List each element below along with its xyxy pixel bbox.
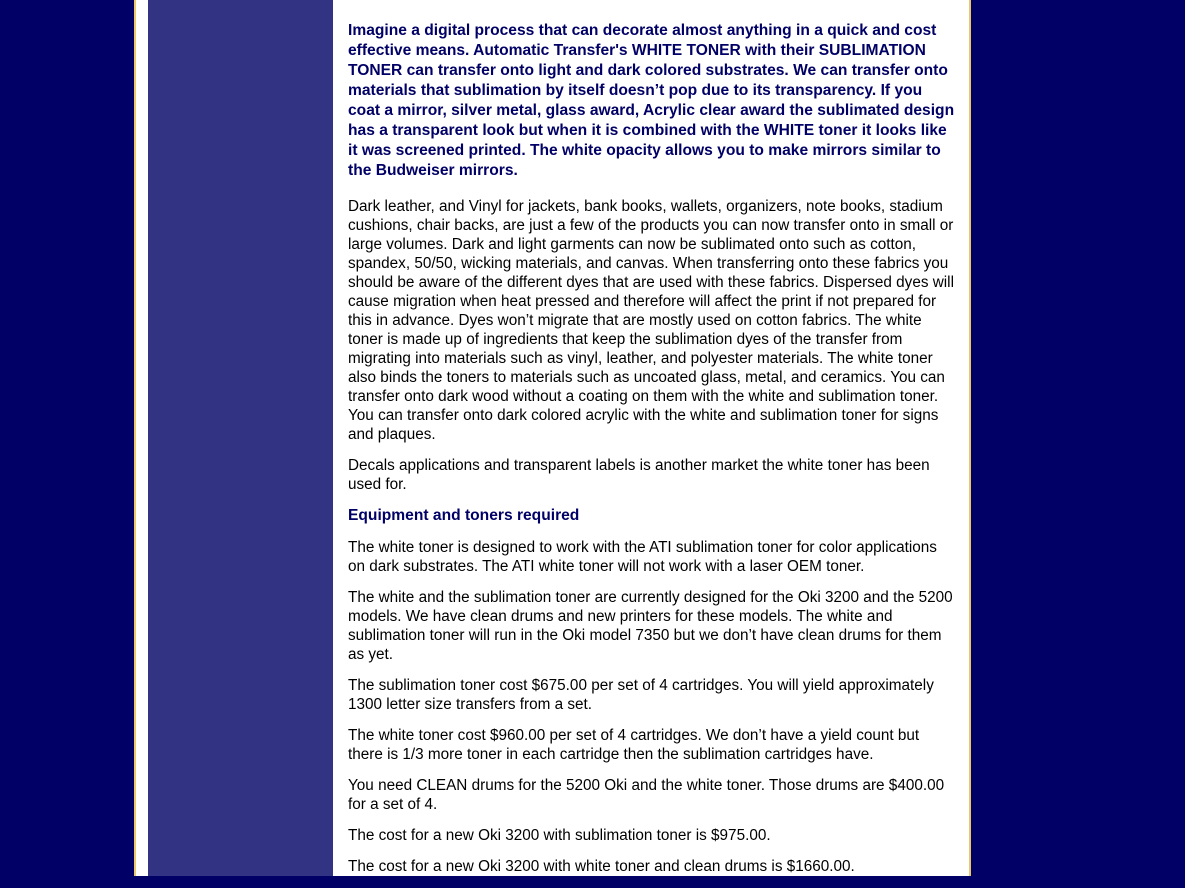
main-content [348,21,958,888]
body-paragraph: The white and the sublimation toner are currently designed for the Oki 3200 and the 5200 models. We have clean drums and new printers for these models. The white and sublimation toner will run in the Oki model 7350 but we don’t have clean drums for them as yet. [348,589,953,663]
body-paragraph: The white toner is designed to work with the ATI sublimation toner for color applications on dark substrates. The ATI white toner will not work with a laser OEM toner. [348,539,937,575]
left-sidebar [148,0,333,876]
body-paragraph: Dark leather, and Vinyl for jackets, bank books, wallets, organizers, note books, stadium cushions, chair backs, are just a few of the products you can now transfer onto in small or large volumes. Dark and light garments can now be sublimated onto such as cotton, spandex, 50/50, wicking materials, and canvas. When transferring onto these fabrics you should be aware of the different dyes that are used with these fabrics. Dispersed dyes will cause migration when heat pressed and therefore will affect the print if not prepared for this in advance. Dyes won’t migrate that are mostly used on cotton fabrics. The white toner is made up of ingredients that keep the sublimation dyes of the transfer from migrating into materials such as vinyl, leather, and polyester materials. The white toner also binds the toners to materials such as uncoated glass, metal, and ceramics. You can transfer onto dark wood without a coating on them with the white and sublimation toner. You can transfer onto dark colored acrylic with the white and sublimation toner for signs and plaques. [348,198,954,443]
body-paragraph: You need CLEAN drums for the 5200 Oki and the white toner. Those drums are $400.00 for a set of 4. [348,777,945,813]
section-heading: Equipment and toners required [348,507,580,524]
body-paragraph: Decals applications and transparent labels is another market the white toner has been used for. [348,457,930,493]
intro-paragraph: Imagine a digital process that can decorate almost anything in a quick and cost effective means. Automatic Transfer's WHITE TONER with their SUBLIMATION TONER can transfer onto light and dark colored substrates. We can transfer onto materials that sublimation by itself doesn’t pop due to its transparency. If you coat a mirror, silver metal, glass award, Acrylic clear award the sublimated design has a transparent look but when it is combined with the WHITE toner it looks like it was screened printed. The white opacity allows you to make mirrors similar to the Budweiser mirrors. [348,22,955,179]
body-paragraph: The white toner cost $960.00 per set of 4 cartridges. We don’t have a yield count but there is 1/3 more toner in each cartridge then the sublimation cartridges have. [348,727,920,763]
body-paragraph: The sublimation toner cost $675.00 per set of 4 cartridges. You will yield approximately 1300 letter size transfers from a set. [348,677,934,713]
frame-gutter [136,0,148,876]
body-paragraph: The cost for a new Oki 3200 with sublimation toner is $975.00. [348,827,771,844]
body-paragraph: The cost for a new Oki 3200 with white toner and clean drums is $1660.00. [348,858,855,875]
